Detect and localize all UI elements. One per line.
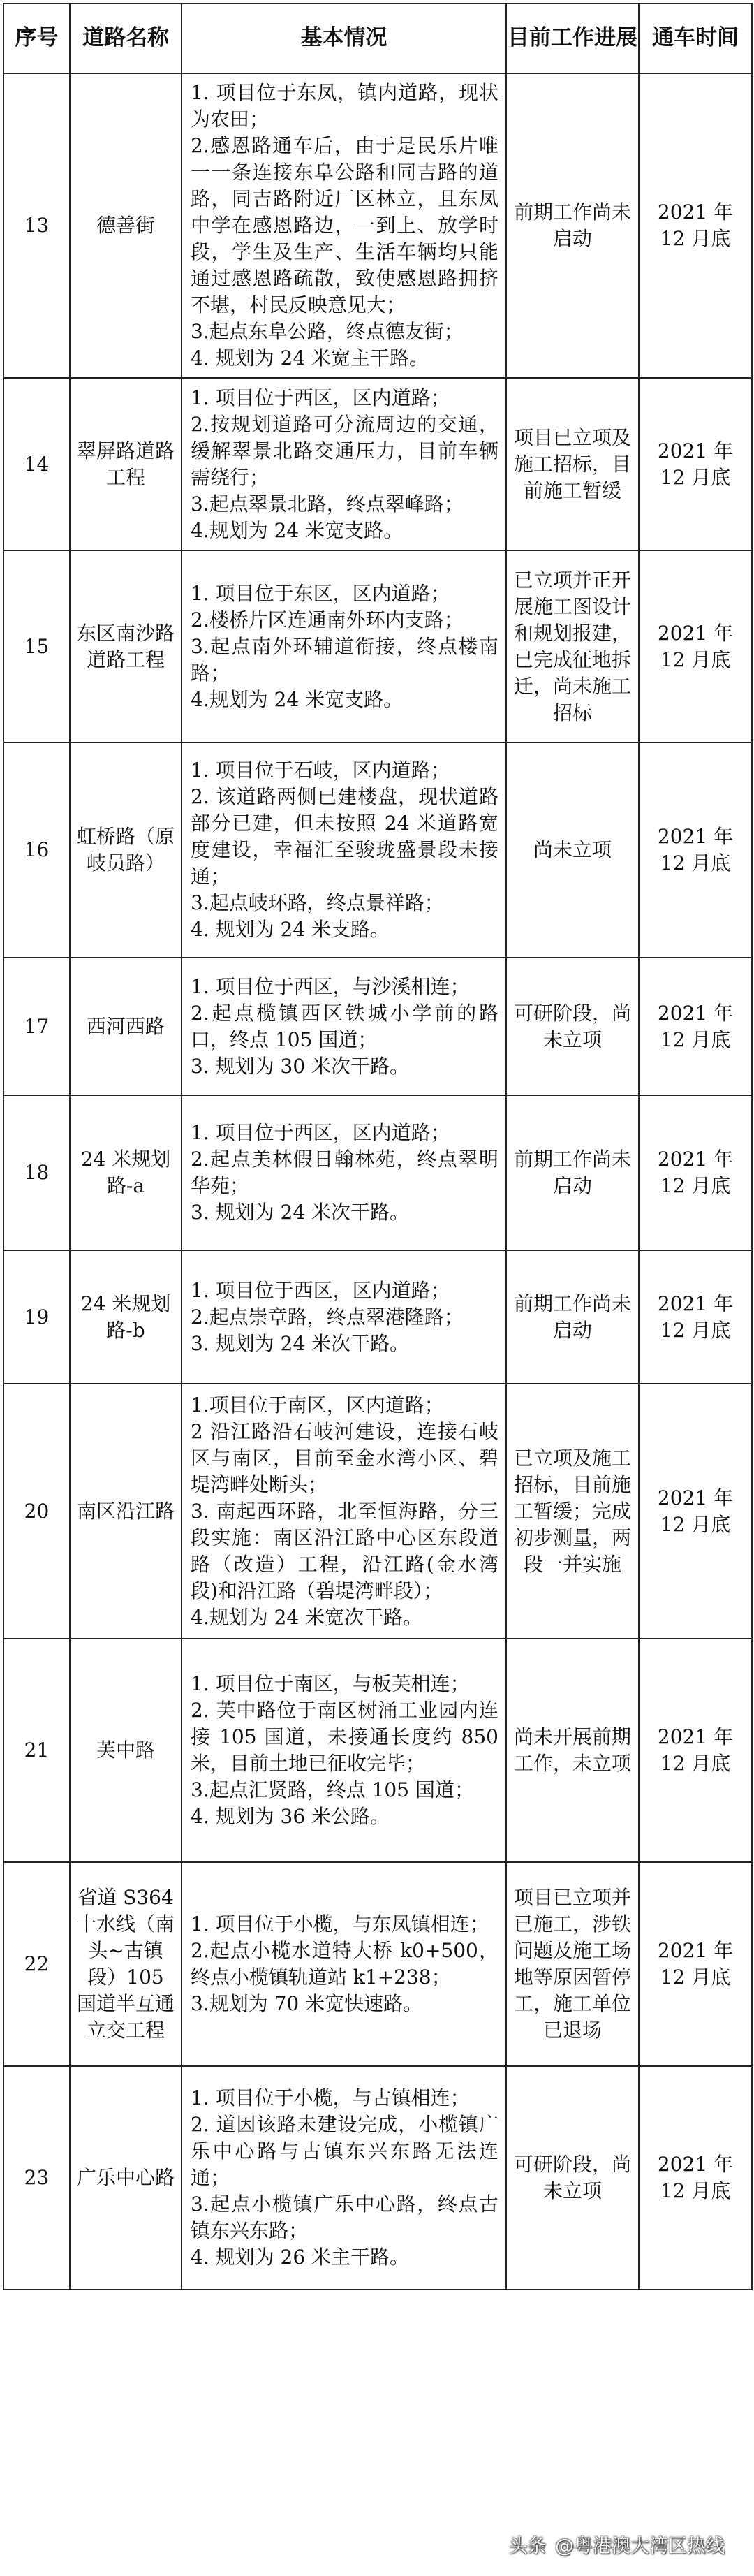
info-line: 2.起点美林假日翰林苑，终点翠明华苑； bbox=[191, 1148, 498, 1197]
info-line: 2.楼桥片区连通南外环内支路； bbox=[191, 608, 464, 631]
row-number: 20 bbox=[3, 1384, 70, 1639]
table-row bbox=[3, 73, 752, 378]
info-line: 2.起点榄镇西区铁城小学前的路口，终点 105 国道； bbox=[191, 1001, 498, 1051]
basic-info bbox=[182, 550, 506, 742]
progress-status: 可研阶段，尚未立项 bbox=[506, 2066, 639, 2290]
basic-info bbox=[182, 1862, 506, 2066]
row-number: 19 bbox=[3, 1250, 70, 1384]
header-progress: 目前工作进展 bbox=[506, 3, 639, 73]
road-name: 广乐中心路 bbox=[70, 2066, 182, 2290]
info-line: 4.规划为 24 米宽次干路。 bbox=[191, 1605, 423, 1629]
row-number: 18 bbox=[3, 1095, 70, 1250]
table-header-row bbox=[3, 3, 752, 73]
header-basic-info: 基本情况 bbox=[182, 3, 506, 73]
table-row bbox=[3, 958, 752, 1095]
open-time: 2021 年 12 月底 bbox=[639, 958, 752, 1095]
info-line: 2.起点崇章路，终点翠港隆路； bbox=[191, 1305, 464, 1329]
header-road-name: 道路名称 bbox=[70, 3, 182, 73]
progress-status: 前期工作尚未启动 bbox=[506, 1250, 639, 1384]
info-line: 3. 规划为 24 米次干路。 bbox=[191, 1201, 410, 1224]
info-line: 2.按规划道路可分流周边的交通，缓解翠景北路交通压力，目前车辆需绕行； bbox=[191, 412, 498, 489]
info-line: 2. 道因该路未建设完成，小榄镇广乐中心路与古镇东兴东路无法连通； bbox=[191, 2113, 498, 2189]
road-name: 24 米规划路-b bbox=[70, 1250, 182, 1384]
progress-status: 已立项及施工招标，目前施工暂缓；完成初步测量，两段一并实施 bbox=[506, 1384, 639, 1639]
open-time: 2021 年 12 月底 bbox=[639, 378, 752, 550]
road-name: 南区沿江路 bbox=[70, 1384, 182, 1639]
info-line: 4.规划为 24 米宽支路。 bbox=[191, 518, 404, 542]
row-number: 22 bbox=[3, 1862, 70, 2066]
info-line: 3.规划为 70 米宽快速路。 bbox=[191, 1992, 423, 2015]
info-line: 3. 规划为 30 米次干路。 bbox=[191, 1054, 410, 1078]
table-row bbox=[3, 378, 752, 550]
row-number: 15 bbox=[3, 550, 70, 742]
road-name: 翠屏路道路工程 bbox=[70, 378, 182, 550]
table-row bbox=[3, 1095, 752, 1250]
road-name: 芙中路 bbox=[70, 1639, 182, 1862]
info-line: 2. 该道路两侧已建楼盘，现状道路部分已建，但未按照 24 米道路宽度建设，幸福汇至骏珑盛景段未接通； bbox=[191, 785, 498, 888]
row-number: 13 bbox=[3, 73, 70, 378]
open-time: 2021 年 12 月底 bbox=[639, 2066, 752, 2290]
road-name: 西河西路 bbox=[70, 958, 182, 1095]
road-name: 东区南沙路道路工程 bbox=[70, 550, 182, 742]
document-page bbox=[3, 3, 751, 2290]
info-line: 3.起点南外环辅道衔接，终点楼南路； bbox=[191, 634, 498, 685]
basic-info bbox=[182, 2066, 506, 2290]
row-number: 23 bbox=[3, 2066, 70, 2290]
info-line: 3.起点翠景北路，终点翠峰路； bbox=[191, 492, 464, 515]
progress-status: 项目已立项并已施工，涉铁问题及施工场地等原因暂停工，施工单位已退场 bbox=[506, 1862, 639, 2066]
basic-info bbox=[182, 1250, 506, 1384]
progress-status: 尚未立项 bbox=[506, 742, 639, 958]
table-body bbox=[3, 73, 752, 2290]
info-line: 2.感恩路通车后，由于是民乐片唯一一条连接东阜公路和同吉路的道路，同吉路附近厂区林立，且东凤中学在感恩路边，一到上、放学时段，学生及生产、生活车辆均只能通过感恩路疏散，致使感恩路拥挤不堪，村民反映意见大； bbox=[191, 134, 498, 316]
table-row bbox=[3, 1250, 752, 1384]
info-line: 1. 项目位于东凤，镇内道路，现状为农田； bbox=[191, 81, 498, 131]
info-line: 4. 规划为 36 米公路。 bbox=[191, 1805, 390, 1828]
basic-info bbox=[182, 1384, 506, 1639]
info-line: 1. 项目位于小榄，与古镇相连； bbox=[191, 2086, 470, 2109]
progress-status: 项目已立项及施工招标，目前施工暂缓 bbox=[506, 378, 639, 550]
open-time: 2021 年 12 月底 bbox=[639, 1250, 752, 1384]
info-line: 1.项目位于南区，区内道路； bbox=[191, 1393, 444, 1417]
open-time: 2021 年 12 月底 bbox=[639, 1639, 752, 1862]
info-line: 4. 规划为 24 米支路。 bbox=[191, 918, 390, 941]
open-time: 2021 年 12 月底 bbox=[639, 550, 752, 742]
info-line: 1. 项目位于南区，与板芙相连； bbox=[191, 1672, 470, 1695]
basic-info bbox=[182, 1639, 506, 1862]
info-line: 3.起点小榄镇广乐中心路，终点古镇东兴东路； bbox=[191, 2193, 498, 2242]
open-time: 2021 年 12 月底 bbox=[639, 1095, 752, 1250]
row-number: 21 bbox=[3, 1639, 70, 1862]
table-row bbox=[3, 1862, 752, 2066]
road-name: 24 米规划路-a bbox=[70, 1095, 182, 1250]
progress-status: 前期工作尚未启动 bbox=[506, 1095, 639, 1250]
table-row bbox=[3, 1384, 752, 1639]
progress-status: 前期工作尚未启动 bbox=[506, 73, 639, 378]
road-name: 省道 S364 十水线（南头~古镇段）105 国道半互通立交工程 bbox=[70, 1862, 182, 2066]
open-time: 2021 年 12 月底 bbox=[639, 73, 752, 378]
progress-status: 可研阶段，尚未立项 bbox=[506, 958, 639, 1095]
header-no: 序号 bbox=[3, 3, 70, 73]
row-number: 14 bbox=[3, 378, 70, 550]
info-line: 3.起点东阜公路，终点德友街； bbox=[191, 320, 464, 343]
info-line: 3. 南起西环路，北至恒海路，分三段实施：南区沿江路中心区东段道路（改造）工程，沿江路(金水湾段)和沿江路（碧堤湾畔段）； bbox=[191, 1499, 498, 1602]
info-line: 4.规划为 24 米宽支路。 bbox=[191, 687, 404, 711]
watermark-prefix: 头条 bbox=[508, 2535, 547, 2557]
info-line: 3. 规划为 24 米次干路。 bbox=[191, 1331, 410, 1355]
info-line: 1. 项目位于西区，区内道路； bbox=[191, 1278, 450, 1302]
progress-status: 已立项并正开展施工图设计和规划报建，已完成征地拆迁，尚未施工招标 bbox=[506, 550, 639, 742]
table-row bbox=[3, 1639, 752, 1862]
info-line: 2.起点小榄水道特大桥 k0+500，终点小榄镇轨道站 k1+238； bbox=[191, 1939, 498, 1989]
table-row bbox=[3, 550, 752, 742]
basic-info bbox=[182, 378, 506, 550]
info-line: 1. 项目位于西区，区内道路； bbox=[191, 1121, 450, 1144]
table-row bbox=[3, 742, 752, 958]
row-number: 17 bbox=[3, 958, 70, 1095]
header-open-time: 通车时间 bbox=[639, 3, 752, 73]
open-time: 2021 年 12 月底 bbox=[639, 1384, 752, 1639]
info-line: 4. 规划为 24 米宽主干路。 bbox=[191, 346, 429, 369]
info-line: 4. 规划为 26 米主干路。 bbox=[191, 2246, 410, 2269]
info-line: 1. 项目位于石岐，区内道路； bbox=[191, 759, 450, 782]
info-line: 2 沿江路沿石岐河建设，连接石岐区与南区，目前至金水湾小区、碧堤湾畔处断头； bbox=[191, 1419, 498, 1496]
info-line: 2. 芙中路位于南区树涌工业园内连接 105 国道，未接通长度约 850 米，目前土地已征收完毕； bbox=[191, 1699, 498, 1775]
basic-info bbox=[182, 1095, 506, 1250]
open-time: 2021 年 12 月底 bbox=[639, 742, 752, 958]
basic-info bbox=[182, 73, 506, 378]
info-line: 3.起点汇贤路，终点 105 国道； bbox=[191, 1778, 474, 1801]
progress-status: 尚未开展前期工作，未立项 bbox=[506, 1639, 639, 1862]
road-name: 德善街 bbox=[70, 73, 182, 378]
watermark-account: @粤港澳大湾区热线 bbox=[555, 2535, 725, 2557]
open-time: 2021 年 12 月底 bbox=[639, 1862, 752, 2066]
table-row bbox=[3, 2066, 752, 2290]
road-projects-table bbox=[3, 3, 753, 2290]
info-line: 1. 项目位于东区，区内道路； bbox=[191, 581, 450, 605]
info-line: 1. 项目位于小榄，与东凤镇相连； bbox=[191, 1912, 489, 1935]
info-line: 1. 项目位于西区，与沙溪相连； bbox=[191, 974, 470, 998]
source-watermark bbox=[501, 2528, 734, 2561]
row-number: 16 bbox=[3, 742, 70, 958]
basic-info bbox=[182, 958, 506, 1095]
basic-info bbox=[182, 742, 506, 958]
info-line: 1. 项目位于西区，区内道路； bbox=[191, 386, 450, 409]
road-name: 虹桥路（原岐员路） bbox=[70, 742, 182, 958]
info-line: 3.起点岐环路，终点景祥路； bbox=[191, 891, 444, 914]
